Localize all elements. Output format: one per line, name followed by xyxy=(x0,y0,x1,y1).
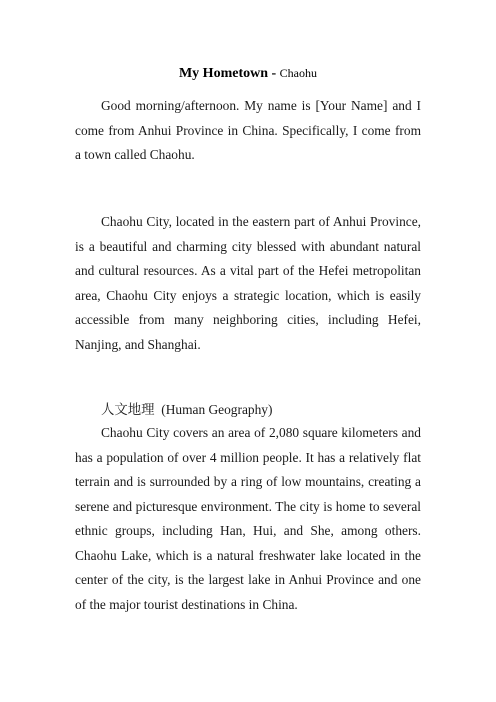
overview-paragraph: Chaohu City, located in the eastern part of Anhui Province, is a beautiful and charming city blessed with abundant natural and cultural resources. As a vital part of the Hefei metropolitan area, Chaohu City enjoys a strategic location, which is easily accessible from many neighboring cities, including Hefei, Nanjing, and Shanghai. xyxy=(75,214,421,352)
document-title xyxy=(0,64,496,83)
section-heading-human-geography: 人文地理 (Human Geography) xyxy=(101,402,273,417)
geography-paragraph: Chaohu City covers an area of 2,080 square kilometers and has a population of over 4 million people. It has a relatively flat terrain and is surrounded by a ring of low mountains, creating a serene and picturesque environment. The city is home to several ethnic groups, including Han, Hui, and She, among others. Chaohu Lake, which is a natural freshwater lake located in the center of the city, is the largest lake in Anhui Province and one of the major tourist destinations in China. xyxy=(75,425,421,612)
title-main: My Hometown - xyxy=(178,66,280,81)
title-place: Chaohu xyxy=(279,66,318,80)
intro-paragraph: Good morning/afternoon. My name is [Your Name] and I come from Anhui Province in China. Specifically, I come from a town called Chaohu. xyxy=(75,98,421,162)
